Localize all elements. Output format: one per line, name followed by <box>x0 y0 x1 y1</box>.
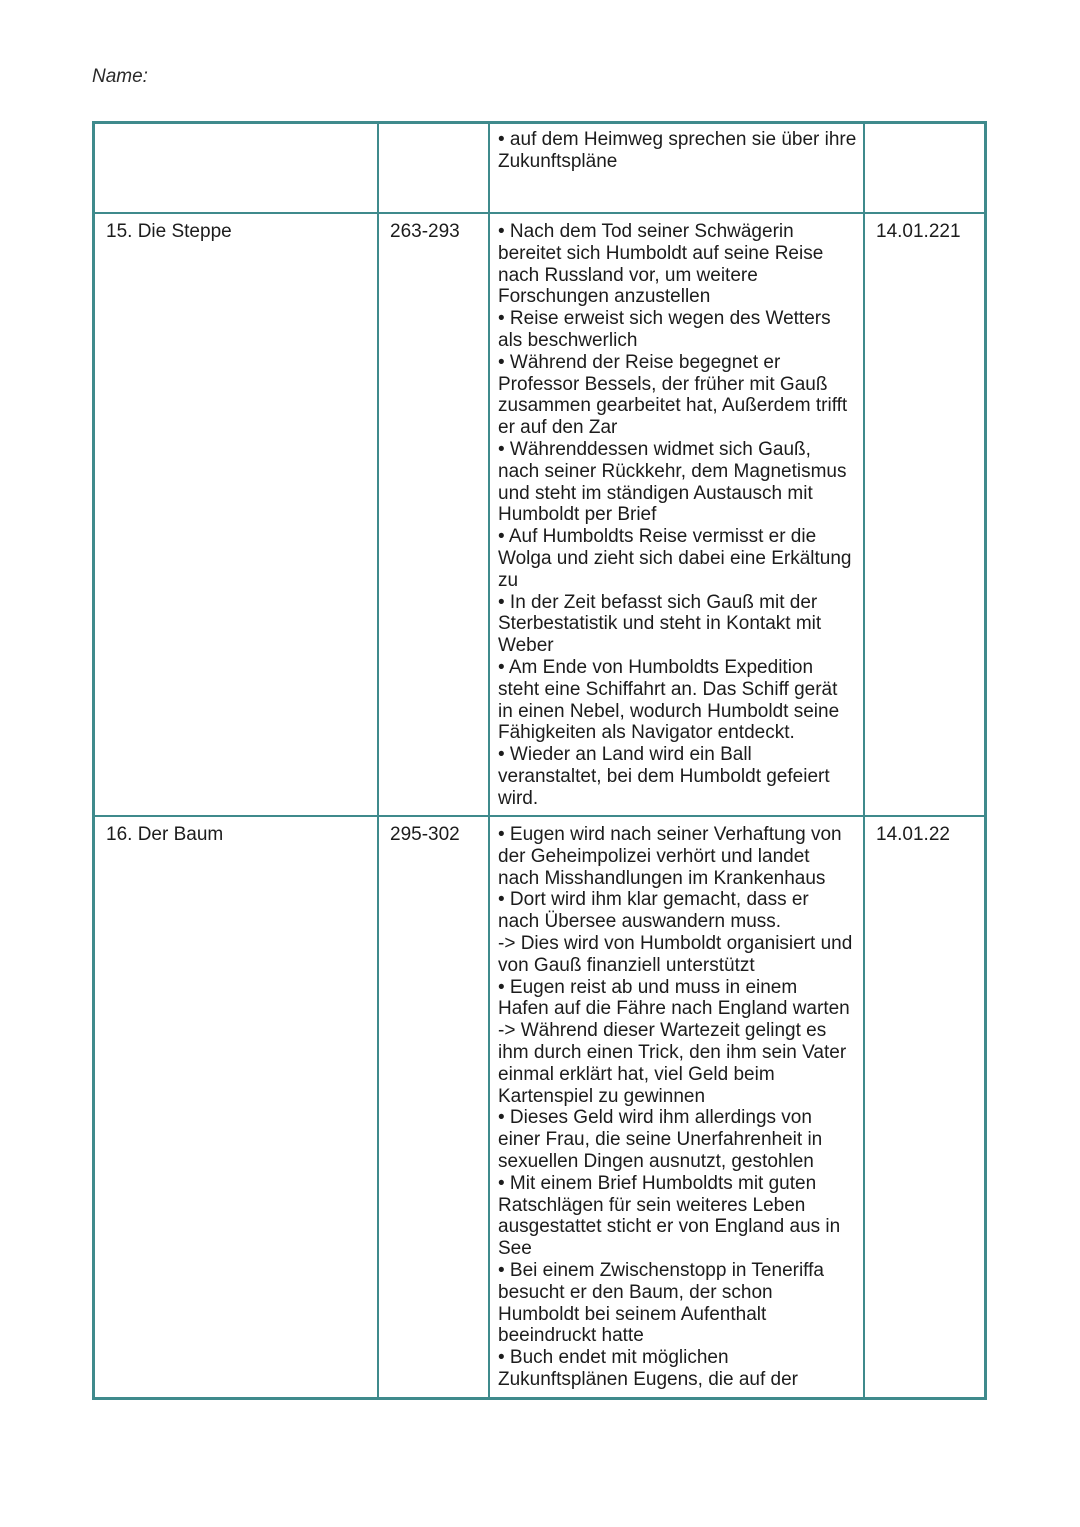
content-line: -> Während dieser Wartezeit gelingt es <box>498 1020 827 1042</box>
content-line: See <box>498 1238 532 1260</box>
content-line: • Nach dem Tod seiner Schwägerin <box>498 221 794 242</box>
pages-cell: 295-302 <box>378 816 489 1397</box>
content-line: Professor Bessels, der früher mit Gauß <box>498 373 828 395</box>
content-line: Humboldt bei seinem Aufenthalt <box>498 1303 767 1325</box>
content-line: • Mit einem Brief Humboldts mit guten <box>498 1172 817 1194</box>
content-line: beeindruckt hatte <box>498 1325 644 1347</box>
content-line: • Wieder an Land wird ein Ball <box>498 744 752 766</box>
content-line: in einen Nebel, wodurch Humboldt seine <box>498 700 840 722</box>
name-label: Name: <box>92 66 148 87</box>
content-line: wird. <box>498 787 539 809</box>
content-line: veranstaltet, bei dem Humboldt gefeiert <box>498 765 830 787</box>
pages-cell <box>378 124 489 213</box>
content-line: Zukunftsplänen Eugens, die auf der <box>498 1368 798 1390</box>
content-line: besucht er den Baum, der schon <box>498 1281 773 1303</box>
content-line: • Währenddessen widmet sich Gauß, <box>498 438 811 460</box>
content-line: Wolga und zieht sich dabei eine Erkältung <box>498 547 852 569</box>
content-line: Hafen auf die Fähre nach England warten <box>498 998 850 1020</box>
content-line: • Buch endet mit möglichen <box>498 1347 729 1369</box>
content-line: • Während der Reise begegnet er <box>498 351 781 373</box>
content-line: -> Dies wird von Humboldt organisiert und <box>498 932 853 954</box>
content-line: nach Russland vor, um weitere <box>498 264 758 286</box>
content-line: • Eugen reist ab und muss in einem <box>498 976 798 998</box>
content-line: sexuellen Dingen ausnutzt, gestohlen <box>498 1150 814 1172</box>
content-line: • Dieses Geld wird ihm allerdings von <box>498 1107 812 1129</box>
content-line: nach Misshandlungen im Krankenhaus <box>498 867 826 889</box>
content-line: • Dort wird ihm klar gemacht, dass er <box>498 889 809 911</box>
content-line: Fähigkeiten als Navigator entdeckt. <box>498 722 795 744</box>
content-line: er auf den Zar <box>498 417 618 439</box>
content-line: ausgestattet sticht er von England aus in <box>498 1216 841 1238</box>
table-row <box>95 124 984 213</box>
content-line: zusammen gearbeitet hat, Außerdem trifft <box>498 395 848 417</box>
content-line: • Eugen wird nach seiner Verhaftung von <box>498 824 842 845</box>
content-cell <box>489 124 864 213</box>
table-row <box>95 213 984 816</box>
content-line: Forschungen anzustellen <box>498 286 711 308</box>
content-line: nach seiner Rückkehr, dem Magnetismus <box>498 460 847 482</box>
chapter-cell: 16. Der Baum <box>95 816 378 1397</box>
content-line: nach Übersee auswandern muss. <box>498 911 782 933</box>
chapter-cell <box>95 124 378 213</box>
content-line: ihm durch einen Trick, den ihm sein Vater <box>498 1041 847 1063</box>
content-line: bereitet sich Humboldt auf seine Reise <box>498 242 824 264</box>
summary-table-grid <box>95 124 984 1397</box>
content-line: Humboldt per Brief <box>498 504 657 526</box>
content-line: Kartenspiel zu gewinnen <box>498 1085 706 1107</box>
content-line: steht eine Schiffahrt an. Das Schiff gerät <box>498 678 838 700</box>
content-line: einmal erklärt hat, viel Geld beim <box>498 1063 775 1085</box>
table-row <box>95 816 984 1397</box>
content-line: • Am Ende von Humboldts Expedition <box>498 656 814 678</box>
content-line: einer Frau, die seine Unerfahrenheit in <box>498 1129 823 1151</box>
content-line: zu <box>498 569 519 591</box>
content-line: • auf dem Heimweg sprechen sie über ihre <box>498 129 857 150</box>
pages-cell: 263-293 <box>378 213 489 816</box>
content-line: Sterbestatistik und steht in Kontakt mit <box>498 613 822 635</box>
content-line: • Reise erweist sich wegen des Wetters <box>498 308 831 330</box>
summary-table <box>92 121 987 1400</box>
date-cell: 14.01.22 <box>864 816 984 1397</box>
content-line: von Gauß finanziell unterstützt <box>498 954 755 976</box>
content-line: Ratschlägen für sein weiteres Leben <box>498 1194 806 1216</box>
chapter-cell: 15. Die Steppe <box>95 213 378 816</box>
content-line: und steht im ständigen Austausch mit <box>498 482 813 504</box>
content-cell <box>489 816 864 1397</box>
content-line: • Bei einem Zwischenstopp in Teneriffa <box>498 1259 824 1281</box>
content-line: Zukunftspläne <box>498 150 618 172</box>
date-cell <box>864 124 984 213</box>
content-cell <box>489 213 864 816</box>
content-line: der Geheimpolizei verhört und landet <box>498 845 810 867</box>
content-line: Weber <box>498 635 554 657</box>
content-line: als beschwerlich <box>498 329 638 351</box>
content-line: • In der Zeit befasst sich Gauß mit der <box>498 591 818 613</box>
date-cell: 14.01.221 <box>864 213 984 816</box>
content-line: • Auf Humboldts Reise vermisst er die <box>498 526 817 548</box>
